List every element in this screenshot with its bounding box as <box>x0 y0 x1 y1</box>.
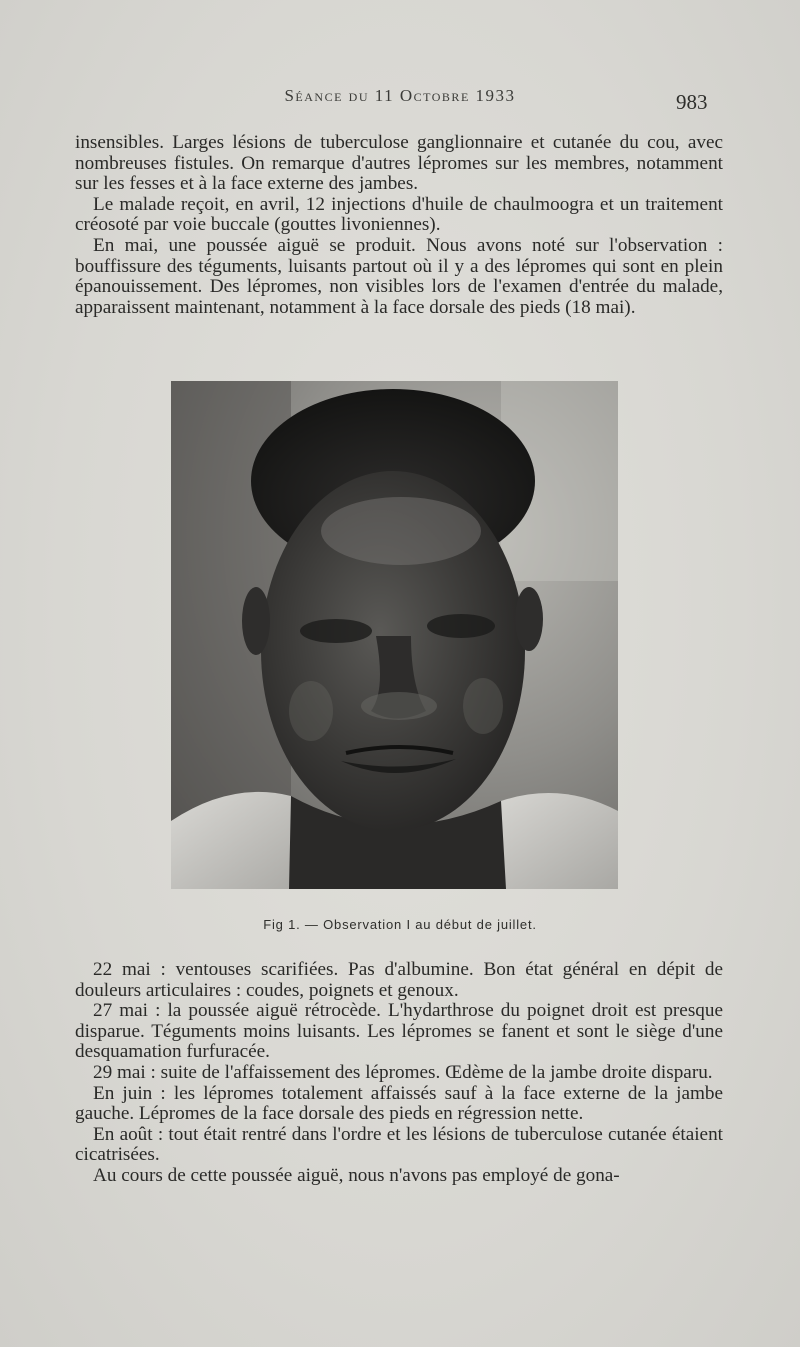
body-text-bottom <box>75 960 723 1187</box>
paragraph: 22 mai : ventouses scarifiées. Pas d'albumine. Bon état général en dépit de douleurs articulaires : coudes, poignets et genoux. <box>75 959 723 1001</box>
paragraph: Le malade reçoit, en avril, 12 injections d'huile de chaulmoogra et un traitement créosoté par voie buccale (gouttes livoniennes). <box>75 193 723 236</box>
patient-photograph <box>171 381 618 889</box>
paragraph: En août : tout était rentré dans l'ordre et les lésions de tuberculose cutanée étaient cicatrisées. <box>75 1123 723 1166</box>
running-head: Séance du 11 Octobre 1933 <box>284 86 516 105</box>
paragraph: 29 mai : suite de l'affaissement des lépromes. Œdème de la jambe droite disparu. <box>93 1061 713 1083</box>
paragraph: 27 mai : la poussée aiguë rétrocède. L'hydarthrose du poignet droit est presque disparue. Téguments moins luisants. Les lépromes se fanent et sont le siège d'une desquamation furfuracée. <box>75 1000 723 1063</box>
photograph-image <box>171 381 618 889</box>
paragraph: En juin : les lépromes totalement affaissés sauf à la face externe de la jambe gauche. Lépromes de la face dorsale des pieds en régression nette. <box>75 1082 723 1125</box>
figure-caption: Fig 1. — Observation I au début de juillet. <box>263 917 537 932</box>
body-text-top <box>75 133 723 318</box>
paragraph: En mai, une poussée aiguë se produit. Nous avons noté sur l'observation : bouffissure des téguments, luisants partout où il y a des lépromes qui sont en plein épanouissement. Des lépromes, non visibles lors de l'examen d'entrée du malade, apparaissent maintenant, notamment à la face dorsale des pieds (18 mai). <box>75 234 723 318</box>
paragraph: insensibles. Larges lésions de tuberculose ganglionnaire et cutanée du cou, avec nombreuses fistules. On remarque d'autres lépromes sur les membres, notamment sur les fesses et à la face externe des jambes. <box>75 132 723 195</box>
paragraph: Au cours de cette poussée aiguë, nous n'avons pas employé de gona- <box>93 1164 620 1186</box>
page-number: 983 <box>676 90 708 114</box>
